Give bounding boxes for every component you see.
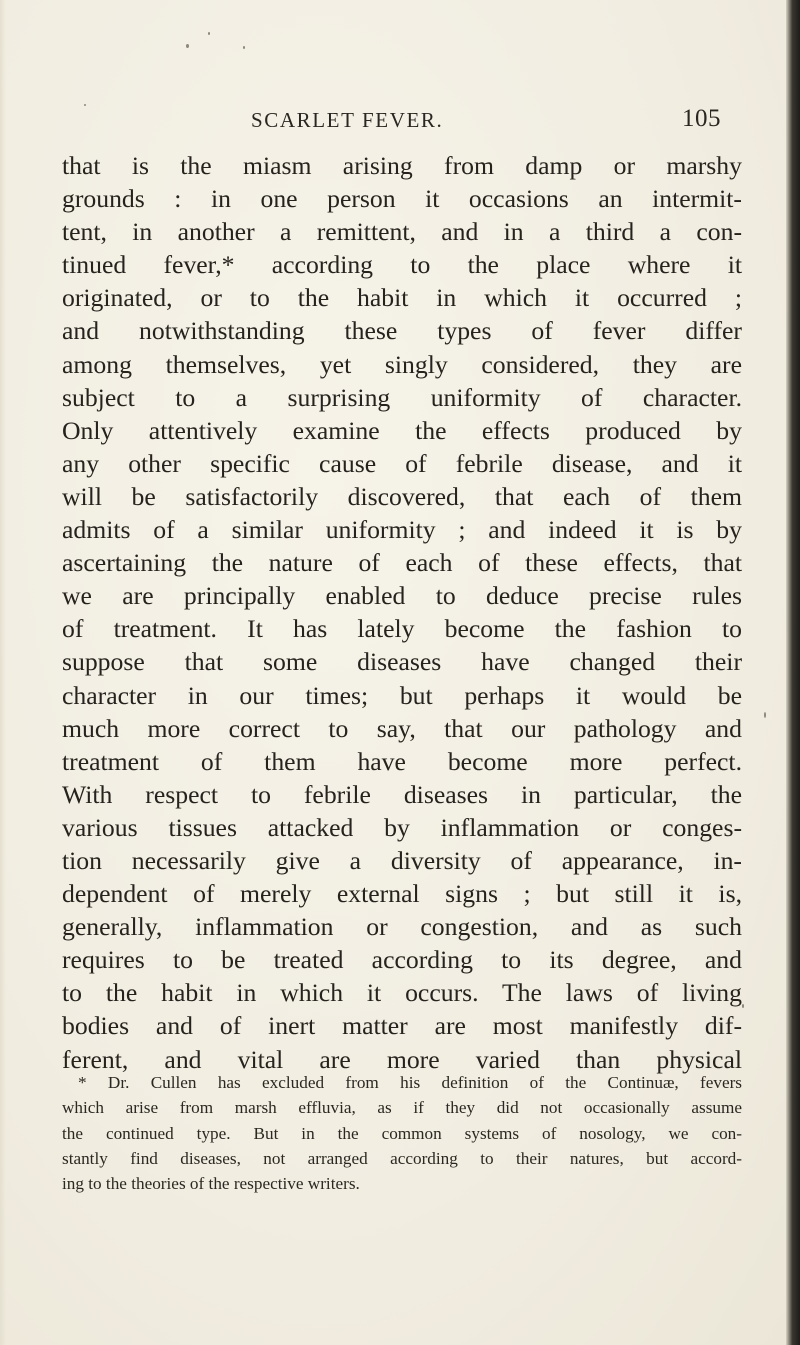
text-line: any other specific cause of febrile disease, and it bbox=[62, 448, 742, 478]
text-line: grounds : in one person it occasions an intermit- bbox=[62, 184, 742, 214]
text-line: tent, in another a remittent, and in a third a con- bbox=[62, 217, 742, 247]
paper-speck bbox=[186, 44, 189, 48]
paper-speck bbox=[208, 32, 210, 35]
text-line: treatment of them have become more perfect. bbox=[62, 746, 742, 776]
text-line: requires to be treated according to its degree, and bbox=[62, 945, 742, 975]
text-line: tion necessarily give a diversity of appearance, in- bbox=[62, 845, 742, 875]
page-left-shading bbox=[0, 0, 6, 1345]
text-line: bodies and of inert matter are most manifestly dif- bbox=[62, 1011, 742, 1041]
text-line: tinued fever,* according to the place where it bbox=[62, 250, 742, 280]
text-line: among themselves, yet singly considered, they are bbox=[62, 349, 742, 379]
footnote-line: ing to the theories of the respective writers. bbox=[62, 1174, 360, 1194]
text-line: dependent of merely external signs ; but still it is, bbox=[62, 879, 742, 909]
paper-speck bbox=[764, 712, 766, 718]
text-line: Only attentively examine the effects produced by bbox=[62, 415, 742, 445]
footnote-line: * Dr. Cullen has excluded from his definition of the Continuæ, fevers bbox=[78, 1073, 742, 1092]
page-number: 105 bbox=[682, 105, 721, 132]
text-line: character in our times; but perhaps it would be bbox=[62, 680, 742, 710]
text-line: originated, or to the habit in which it occurred ; bbox=[62, 283, 742, 313]
page-binding-edge bbox=[786, 0, 800, 1345]
paper-speck bbox=[742, 1004, 744, 1008]
text-line: ferent, and vital are more varied than physical bbox=[62, 1044, 742, 1074]
text-line: much more correct to say, that our pathology and bbox=[62, 713, 742, 743]
text-line: will be satisfactorily discovered, that each of them bbox=[62, 481, 742, 511]
paper-speck bbox=[84, 104, 86, 106]
text-line: various tissues attacked by inflammation or conges- bbox=[62, 812, 742, 842]
text-line: that is the miasm arising from damp or marshy bbox=[62, 151, 742, 180]
text-line: of treatment. It has lately become the fashion to bbox=[62, 614, 742, 644]
paper-speck bbox=[243, 46, 245, 49]
footnote bbox=[62, 1070, 742, 1196]
text-line: suppose that some diseases have changed their bbox=[62, 647, 742, 677]
text-line: and notwithstanding these types of fever differ bbox=[62, 316, 742, 346]
text-line: With respect to febrile diseases in particular, the bbox=[62, 779, 742, 809]
text-line: ascertaining the nature of each of these effects, that bbox=[62, 548, 742, 578]
footnote-line: stantly find diseases, not arranged according to their natures, but accord- bbox=[62, 1148, 742, 1168]
footnote-line: the continued type. But in the common systems of nosology, we con- bbox=[62, 1123, 742, 1143]
running-head: SCARLET FEVER. bbox=[251, 108, 444, 132]
page-header bbox=[251, 105, 721, 138]
text-line: generally, inflammation or congestion, and as such bbox=[62, 912, 742, 942]
text-line: we are principally enabled to deduce precise rules bbox=[62, 581, 742, 611]
body-text bbox=[62, 149, 742, 1076]
text-line: admits of a similar uniformity ; and indeed it is by bbox=[62, 515, 742, 545]
text-line: to the habit in which it occurs. The laws of living bbox=[62, 978, 742, 1008]
footnote-line: which arise from marsh effluvia, as if they did not occasionally assume bbox=[62, 1098, 742, 1118]
text-line: subject to a surprising uniformity of character. bbox=[62, 382, 742, 412]
